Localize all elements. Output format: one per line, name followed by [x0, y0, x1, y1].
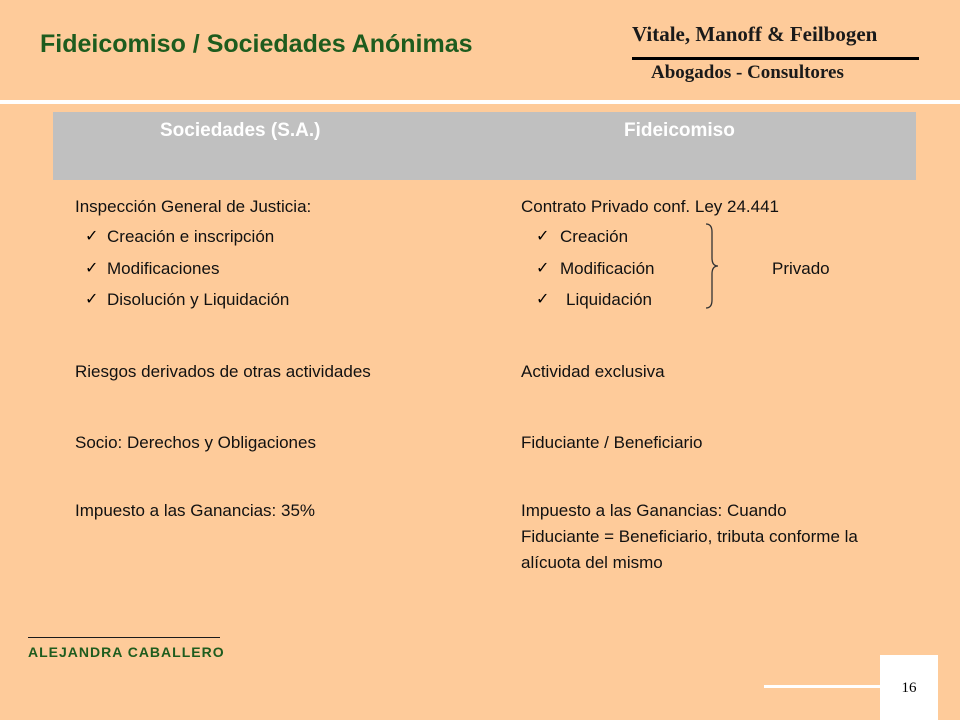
firm-divider — [632, 57, 919, 60]
right-brace-icon — [702, 222, 724, 310]
right-tax-line: Fiduciante = Beneficiario, tributa conforme la — [521, 527, 858, 546]
right-item-creacion: Creación — [560, 227, 629, 246]
firm-name: Vitale, Manoff & Feilbogen — [632, 22, 878, 46]
left-partner: Socio: Derechos y Obligaciones — [75, 433, 316, 452]
left-inspection: Inspección General de Justicia: — [75, 197, 312, 216]
check-mark-icon: ✓ — [85, 260, 99, 277]
author-name: ALEJANDRA CABALLERO — [28, 644, 225, 660]
check-mark-icon: ✓ — [536, 291, 550, 308]
page-number-box — [880, 655, 938, 720]
firm-subtitle: Abogados - Consultores — [651, 62, 844, 83]
author-rule — [28, 637, 220, 638]
left-item-disolucion: Disolución y Liquidación — [107, 290, 290, 309]
left-item-creacion: Creación e inscripción — [107, 227, 275, 246]
check-mark-icon: ✓ — [536, 260, 550, 277]
right-contract: Contrato Privado conf. Ley 24.441 — [521, 197, 779, 216]
right-item-liquidacion: Liquidación — [566, 290, 653, 309]
right-tax-line: Impuesto a las Ganancias: Cuando — [521, 501, 787, 520]
column-header-sociedades: Sociedades (S.A.) — [160, 120, 321, 141]
left-tax: Impuesto a las Ganancias: 35% — [75, 501, 316, 520]
column-header-fideicomiso: Fideicomiso — [624, 120, 735, 141]
check-mark-icon: ✓ — [85, 228, 99, 245]
check-mark-icon: ✓ — [536, 228, 550, 245]
check-mark-icon: ✓ — [85, 291, 99, 308]
footer-rule — [764, 685, 880, 688]
page-number: 16 — [901, 680, 917, 696]
left-item-modificaciones: Modificaciones — [107, 259, 220, 278]
right-activity: Actividad exclusiva — [521, 362, 665, 381]
header-rule — [0, 100, 960, 104]
right-parties: Fiduciante / Beneficiario — [521, 433, 703, 452]
right-bracket-label: Privado — [772, 259, 830, 278]
right-tax-line: alícuota del mismo — [521, 553, 663, 572]
right-item-modificacion: Modificación — [560, 259, 655, 278]
slide-title: Fideicomiso / Sociedades Anónimas — [40, 30, 473, 58]
left-risks: Riesgos derivados de otras actividades — [75, 362, 371, 381]
